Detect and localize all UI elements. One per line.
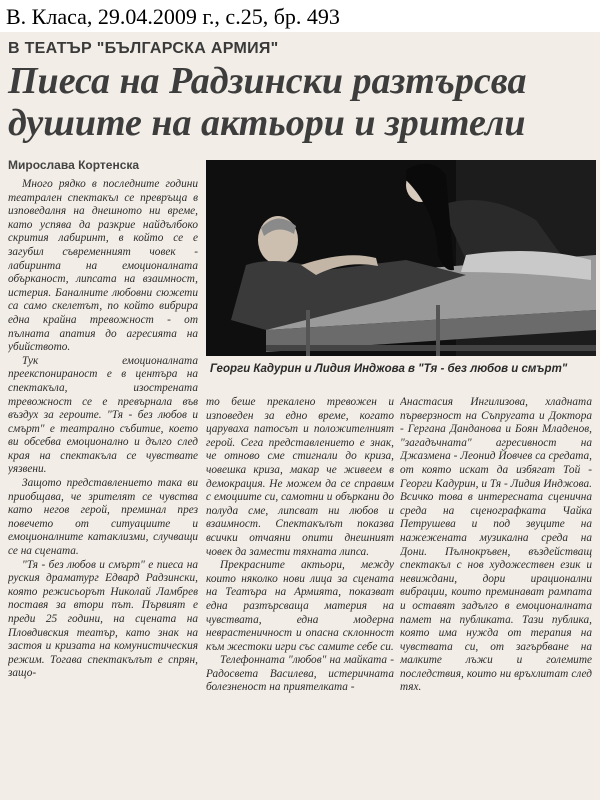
article-column-3 bbox=[400, 396, 592, 794]
paragraph: то беше прекалено тревожен и изповеден за едно време, когато царуваха патосът и положителният герой. Сега представлението е знак, че отново сме стигнали до криза, човешка криза, макар че живеем в демокрация. Не можем да се справим с емоциите си, самотни и объркани до полуда сме, липсват ни любов и взаимност. Спектакълът показва всички отчаяни опити днешният човек да замести тяхната липса. bbox=[206, 396, 394, 558]
article-column-2 bbox=[206, 396, 394, 794]
paragraph: Телефонната "любов" на майката - Радосвета Василева, истеричната болезненост на приятелката - bbox=[206, 654, 394, 694]
paragraph: Анастасия Ингилизова, хладната първерзност на Съпругата и Доктора - Гергана Данданова и Боян Младенов, "загадъчната" агресивност на Джазмена - Леонид Йовчев са средата, от която искат да избягат Той - Георги Кадурин, и Тя - Лидия Инджова. Всичко това в интересната сценична среда на сценографката Чайка Петрушева и под звуците на нажежената музикална среда на Дони. Пълнокръвен, въздействащ спектакъл с нов художествен език и невиждани, дори ирационални вибрации, които преминават рампата и оставят задълго в емоционалната памет на публиката. Тази публика, която има нужда от терапия на чувствата си, от загърбване на малките лъжи и големите последствия, които ни връхлитат след тях. bbox=[400, 396, 592, 694]
article-photo bbox=[206, 160, 596, 356]
rubric-label: В ТЕАТЪР "БЪЛГАРСКА АРМИЯ" bbox=[8, 40, 279, 57]
paragraph: Прекрасните актьори, между които няколко нови лица за сцената на Театъра на Армията, показват една разтърсваща материя на чувствата, една модерна неврастеничност и опасна склонност към жестоки игри със самите себе си. bbox=[206, 559, 394, 653]
paragraph: Тук емоционалната преекспонираност е в центъра на спектакъла, изострената тревожност се е превърнала във въздух за героите. "Тя - без любов и смърт" е театрално събитие, което ви обсебва емоционално и дълго след края на спектакъла се чувствате уязвени. bbox=[8, 354, 198, 476]
stage-photo-illustration bbox=[206, 160, 596, 356]
article-headline: Пиеса на Радзински разтърсва душите на актьори и зрители bbox=[8, 60, 527, 144]
header-bar bbox=[0, 0, 600, 32]
photo-caption: Георги Кадурин и Лидия Инджова в "Тя - без любов и смърт" bbox=[210, 363, 568, 375]
article-column-1 bbox=[8, 178, 198, 794]
paragraph: Защото представлението така ви приобщава, че зрителят се чувства като негов герой, преминал през повечето от ситуациите и емоционалните катаклизми, случващи се на сцената. bbox=[8, 477, 198, 558]
article-author: Мирослава Кортенска bbox=[8, 158, 140, 172]
source-citation: В. Класа, 29.04.2009 г., с.25, бр. 493 bbox=[6, 4, 340, 29]
paragraph: "Тя - без любов и смърт" е пиеса на руския драматург Едвард Радзински, която режисьорът Николай Ламбрев поставя за втори път. Първият е преди 25 години, на сцената на Пловдивския театър, като знак на застоя и кризата на комунистическия режим. Тогава спектакълът е спрян, защо- bbox=[8, 558, 198, 680]
paragraph: Много рядко в последните години театрален спектакъл се превръща в изповедалня на днешното ни време, като успява да разкрие найдълбоко скрития лабиринт, в който се е загубил съвременният човек - лабиринта на емоционалната обърканост, липсата на взаимност, истерия. Баналните любовни сюжети са само скелетът, по който вибрира една крайна тревожност - от пълната апатия до агресията на убийството. bbox=[8, 178, 198, 354]
